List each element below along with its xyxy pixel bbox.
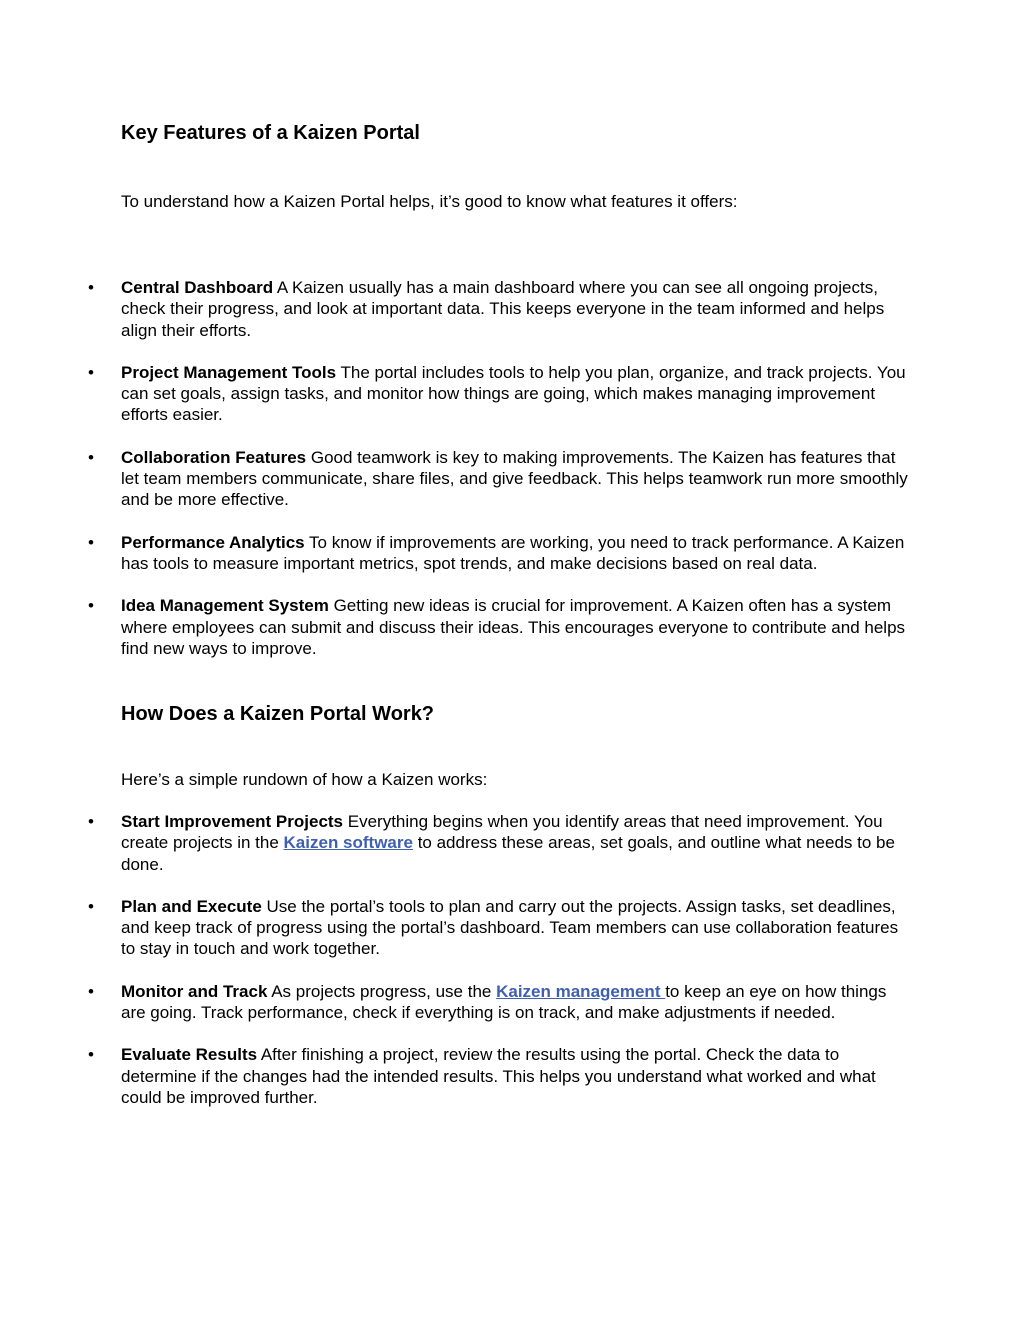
list-item-text: Everything begins when you identify areas that need improvement. You create projects in the [121,812,883,853]
section-intro-key-features: To understand how a Kaizen Portal helps, it’s good to know what features it offers: [121,192,738,211]
feature-list [0,277,1024,659]
list-item-title: Idea Management System [121,596,329,616]
bullet-icon: • [88,278,94,297]
bullet-icon: • [88,532,94,552]
list-item-text: Good teamwork is key to making improvements. The Kaizen has features that let team members communicate, share files, and give feedback. This helps teamwork run more smoothly and be more effective. [121,447,908,510]
bullet-icon: • [88,812,94,831]
list-item [0,362,911,426]
list-item-title: Start Improvement Projects [121,812,344,831]
section-heading-key-features: Key Features of a Kaizen Portal [121,122,420,144]
kaizen-software-link[interactable]: Kaizen software [283,833,413,853]
list-item-text: Getting new ideas is crucial for improvement. A Kaizen often has a system where employees can submit and discuss their ideas. This encourages everyone to contribute and helps find new ways to improve. [121,596,906,658]
list-item-text: As projects progress, use the [267,981,497,1001]
list-item-text: After finishing a project, review the results using the portal. Check the data to determine if the changes had the intended results. This helps you understand what worked and what could be improved further. [121,1045,876,1107]
list-item [0,277,911,341]
list-item [0,595,911,659]
list-item [0,447,911,511]
list-item-title: Project Management Tools [121,362,337,382]
section-heading-how-it-works: How Does a Kaizen Portal Work? [121,703,435,725]
list-item-title: Collaboration Features [121,447,307,467]
bullet-icon: • [88,447,94,467]
bullet-icon: • [88,362,94,382]
list-item [0,532,911,575]
steps-list [0,811,1024,1108]
list-item-title: Central Dashboard [121,278,274,297]
bullet-icon: • [88,896,94,916]
list-item-title: Performance Analytics [121,532,305,552]
list-item [0,1044,911,1108]
bullet-icon: • [88,1045,94,1065]
list-item-text: To know if improvements are working, you need to track performance. A Kaizen has tools to measure important metrics, spot trends, and make decisions based on real data. [121,532,905,573]
list-item-title: Evaluate Results [121,1045,258,1065]
bullet-icon: • [88,981,94,1001]
list-item-title: Plan and Execute [121,896,262,916]
bullet-icon: • [88,596,94,616]
list-item-title: Monitor and Track [121,981,268,1001]
section-intro-how-it-works: Here’s a simple rundown of how a Kaizen works: [121,770,488,789]
list-item [0,896,911,960]
list-item-text: to keep an eye on how things are going. Track performance, check if everything is on track, and make adjustments if needed. [121,981,887,1023]
list-item [0,981,911,1024]
list-item-text: to address these areas, set goals, and outline what needs to be done. [121,833,895,874]
list-item-text: Use the portal’s tools to plan and carry out the projects. Assign tasks, set deadlines, and keep track of progress using the portal’s dashboard. Team members can use collaboration features to stay in touch and work together. [121,896,899,959]
kaizen-management-link[interactable]: Kaizen management [496,981,666,1001]
list-item-text: The portal includes tools to help you plan, organize, and track projects. You can set goals, assign tasks, and monitor how things are going, which makes managing improvement efforts easier. [121,362,906,425]
list-item [0,811,911,875]
list-item-text: A Kaizen usually has a main dashboard where you can see all ongoing projects, check their progress, and look at important data. This keeps everyone in the team informed and helps align their efforts. [121,278,885,340]
